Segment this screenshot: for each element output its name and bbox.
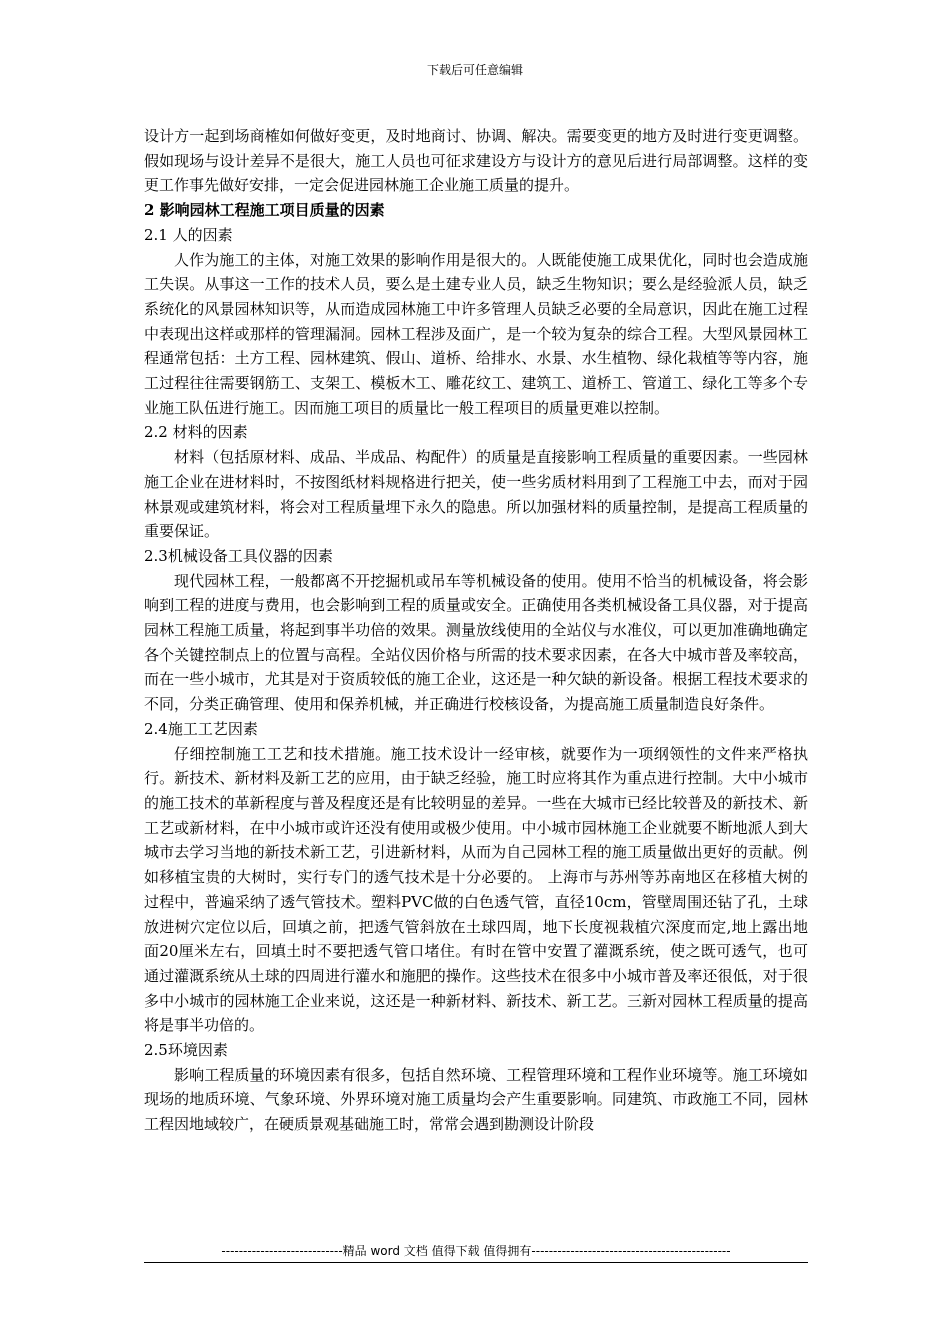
section-heading-2-3: 2.3机械设备工具仪器的因素 bbox=[144, 546, 333, 565]
section-heading-2-5: 2.5环境因素 bbox=[144, 1041, 228, 1060]
section-heading-2-2: 2.2 材料的因素 bbox=[144, 423, 248, 442]
paragraph-2-5: 影响工程质量的环境因素有很多，包括自然环境、工程管理环境和工程作业环境等。施工环境如现场的地质环境、气象环境、外界环境对施工质量均会产生重要影响。同建筑、市政施工不同，园林工程因地域较广，在硬质景观基础施工时，常常会遇到勘测设计阶段 bbox=[144, 1065, 808, 1134]
paragraph-intro: 设计方一起到场商榷如何做好变更，及时地商讨、协调、解决。需要变更的地方及时进行变更调整。假如现场与设计差异不是很大，施工人员也可征求建设方与设计方的意见后进行局部调整。这样的变更工作事先做好安排，一定会促进园林施工企业施工质量的提升。 bbox=[144, 127, 808, 195]
page-footer: ----------------------------精品 word 文档 值得下载 值得拥有---------------------------------------------- bbox=[221, 1244, 731, 1258]
document-body bbox=[144, 124, 808, 1137]
page-header: 下载后可任意编辑 bbox=[426, 63, 523, 77]
paragraph-2-3: 现代园林工程，一般都离不开挖掘机或吊车等机械设备的使用。使用不恰当的机械设备，将会影响到工程的进度与费用，也会影响到工程的质量或安全。正确使用各类机械设备工具仪器，对于提高园林工程施工质量，将起到事半功倍的效果。测量放线使用的全站仪与水准仪，可以更加准确地确定各个关键控制点上的位置与高程。全站仪因价格与所需的技术要求因素，在各大中城市普及率较高，而在一些小城市，尤其是对于资质较低的施工企业，这还是一种欠缺的新设备。根据工程技术要求的不同，分类正确管理、使用和保养机械，并正确进行校核设备，为提高施工质量制造良好条件。 bbox=[144, 571, 808, 714]
paragraph-2-2: 材料（包括原材料、成品、半成品、构配件）的质量是直接影响工程质量的重要因素。一些园林施工企业在进材料时，不按图纸材料规格进行把关，使一些劣质材料用到了工程施工中去，而对于园林景观或建筑材料，将会对工程质量埋下永久的隐患。所以加强材料的质量控制，是提高工程质量的重要保证。 bbox=[144, 448, 808, 541]
section-heading-2-1: 2.1 人的因素 bbox=[144, 225, 233, 244]
paragraph-2-1: 人作为施工的主体，对施工效果的影响作用是很大的。人既能使施工成果优化，同时也会造成施工失误。从事这一工作的技术人员，要么是土建专业人员，缺乏生物知识；要么是经验派人员，缺乏系统化的风景园林知识等，从而造成园林施工中许多管理人员缺乏必要的全局意识，因此在施工过程中表现出这样或那样的管理漏洞。园林工程涉及面广，是一个较为复杂的综合工程。大型风景园林工程通常包括：土方工程、园林建筑、假山、道桥、给排水、水景、水生植物、绿化栽植等等内容，施工过程往往需要钢筋工、支架工、模板木工、雕花纹工、建筑工、道桥工、管道工、绿化工等多个专业施工队伍进行施工。因而施工项目的质量比一般工程项目的质量更难以控制。 bbox=[144, 250, 808, 417]
section-heading-2-4: 2.4施工工艺因素 bbox=[144, 719, 258, 738]
paragraph-2-4: 仔细控制施工工艺和技术措施。施工技术设计一经审核，就要作为一项纲领性的文件来严格执行。新技术、新材料及新工艺的应用，由于缺乏经验，施工时应将其作为重点进行控制。大中小城市的施工技术的革新程度与普及程度还是有比较明显的差异。一些在大城市已经比较普及的新技术、新工艺或新材料，在中小城市或许还没有使用或极少使用。中小城市园林施工企业就要不断地派人到大城市去学习当地的新技术新工艺，引进新材料，从而为自己园林工程的施工质量做出更好的贡献。例如移植宝贵的大树时，实行专门的透气技术是十分必要的。 上海市与苏州等苏南地区在移植大树的过程中，普遍采纳了透气管技术。塑料PVC做的白色透气管，直径10cm，管壁周围还钻了孔，土球放进树穴定位以后，回填之前，把透气管斜放在土球四周，地下长度视栽植穴深度而定,地上露出地面20厘米左右，回填土时不要把透气管口堵住。有时在管中安置了灌溉系统，使之既可透气，也可通过灌溉系统从土球的四周进行灌水和施肥的操作。这些技术在很多中小城市普及率还很低，对于很多中小城市的园林施工企业来说，这还是一种新材料、新技术、新工艺。三新对园林工程质量的提高将是事半功倍的。 bbox=[144, 744, 808, 1035]
footer-divider bbox=[144, 1262, 808, 1263]
section-heading-2: 2 影响园林工程施工项目质量的因素 bbox=[144, 201, 385, 220]
